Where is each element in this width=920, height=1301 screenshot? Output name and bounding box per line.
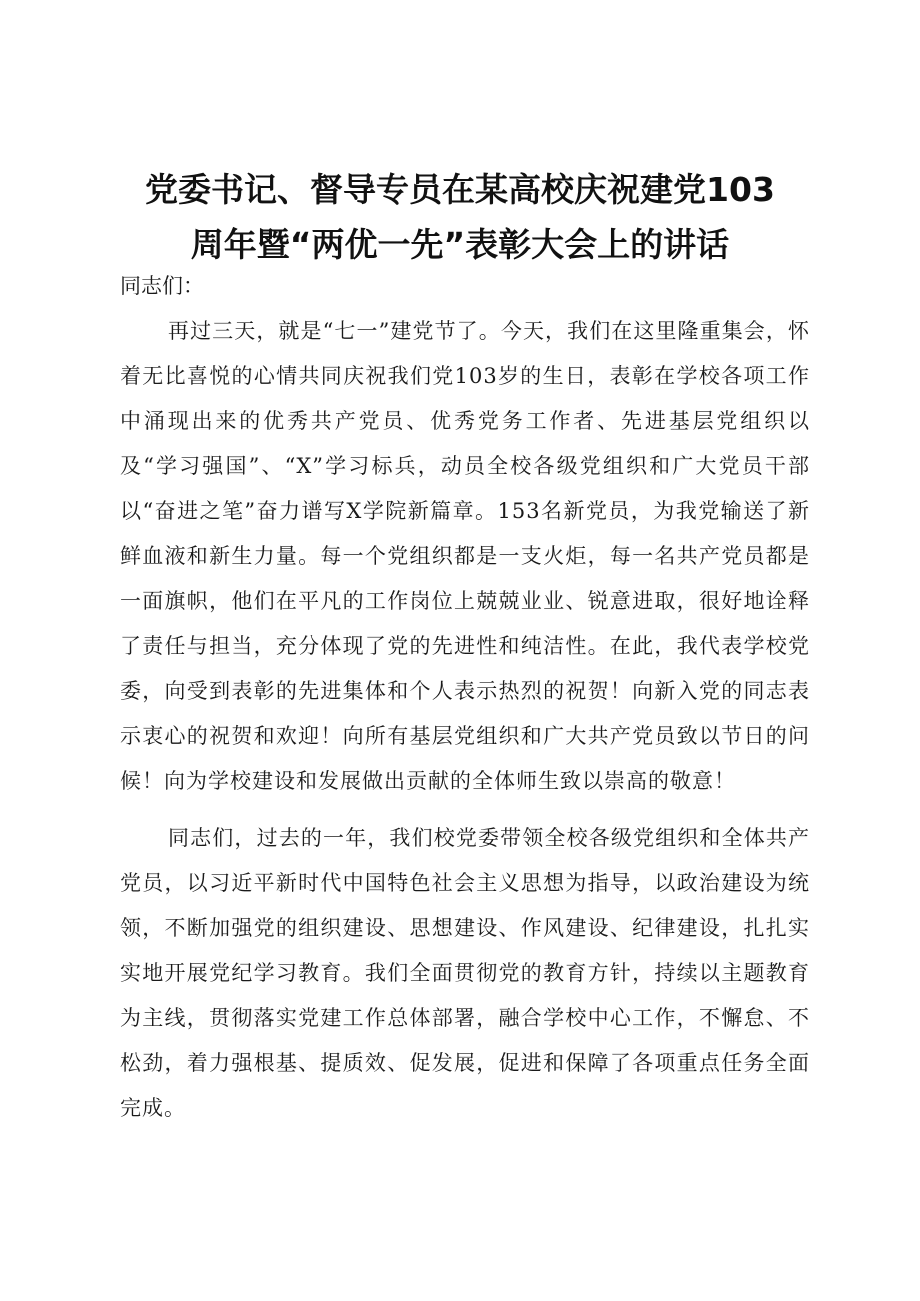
paragraph-2: 同志们，过去的一年，我们校党委带领全校各级党组织和全体共产党员，以习近平新时代中国特色社会主义思想为指导，以政治建设为统领，不断加强党的组织建设、思想建设、作风建设、纪律建设，扎扎实实地开展党纪学习教育。我们全面贯彻党的教育方针，持续以主题教育为主线，贯彻落实党建工作总体部署，融合学校中心工作，不懈怠、不松劲，着力强根基、提质效、促发展，促进和保障了各项重点任务全面完成。 — [120, 826, 810, 1120]
title-line-1: 党委书记、督导专员在某高校庆祝建党103 — [145, 170, 775, 209]
paragraph-1: 再过三天，就是“七一”建党节了。今天，我们在这里隆重集会，怀着无比喜悦的心情共同庆祝我们党103岁的生日，表彰在学校各项工作中涌现出来的优秀共产党员、优秀党务工作者、先进基层党组织以及“学习强国”、“X”学习标兵，动员全校各级党组织和广大党员干部以“奋进之笔”奋力谱写X学院新篇章。153名新党员，为我党输送了新鲜血液和新生力量。每一个党组织都是一支火炬，每一名共产党员都是一面旗帜，他们在平凡的工作岗位上兢兢业业、锐意进取，很好地诠释了责任与担当，充分体现了党的先进性和纯洁性。在此，我代表学校党委，向受到表彰的先进集体和个人表示热烈的祝贺！向新入党的同志表示衷心的祝贺和欢迎！向所有基层党组织和广大共产党员致以节日的问候！向为学校建设和发展做出贡献的全体师生致以崇高的敬意！ — [120, 319, 810, 793]
speech-body — [120, 264, 810, 1131]
page-title — [100, 162, 820, 272]
title-line-2: 周年暨“两优一先”表彰大会上的讲话 — [190, 225, 730, 264]
salutation: 同志们： — [120, 274, 204, 298]
